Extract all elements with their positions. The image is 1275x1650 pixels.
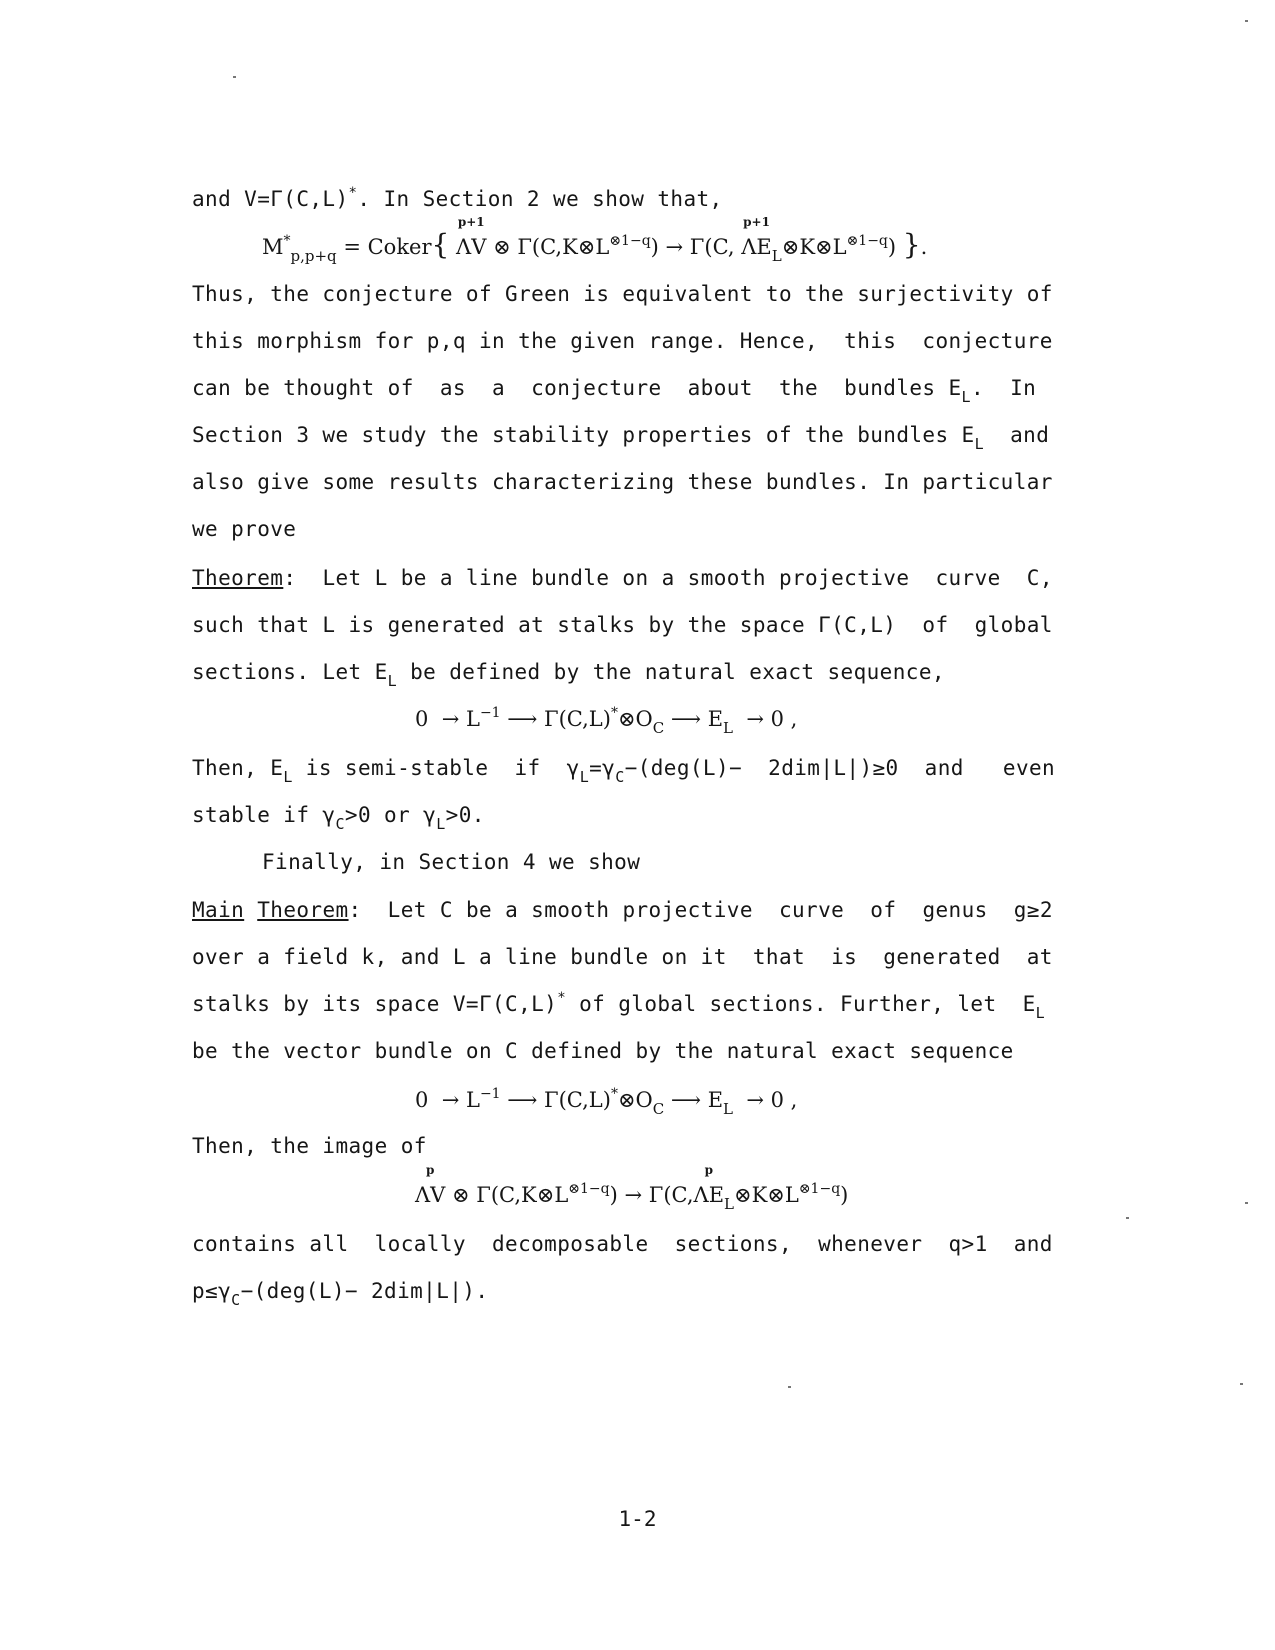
text-line: stalks by its space V=Γ(C,L)* of global sections. Further, let $E_L$: [192, 990, 1046, 1022]
text-line: Section 3 we study the stability properties of the bundles $E_L$ and: [192, 423, 1050, 453]
main-theorem-statement: Main Theorem: Let C be a smooth projective curve of genus g≥2: [192, 898, 1053, 922]
text-line: can be thought of as a conjecture about the bundles $E_L$. In: [192, 376, 1037, 406]
exterior-power-e: p ΛE: [693, 1163, 725, 1207]
main-theorem-label: Main: [192, 898, 245, 922]
theorem-statement: Theorem: Let L be a line bundle on a smooth projective curve C,: [192, 566, 1053, 590]
intro-line: and V=Γ(C,L)*. In Section 2 we show that,: [192, 185, 723, 211]
text-line: $p\le\gamma_C-(deg(L)- 2dim|L|)$.: [192, 1279, 489, 1309]
text-line: this morphism for p,q in the given range. Hence, this conjecture: [192, 329, 1053, 353]
scan-speck: [1240, 1383, 1243, 1385]
text-line: be the vector bundle on C defined by the natural exact sequence: [192, 1039, 1014, 1063]
text-line: stable if $\gamma_C>0$ or $\gamma_L>0$.: [192, 803, 485, 833]
text-line: also give some results characterizing these bundles. In particular: [192, 470, 1053, 494]
text-line: such that L is generated at stalks by the space Γ(C,L) of global: [192, 613, 1053, 637]
scan-speck: [1245, 1202, 1248, 1204]
exact-sequence: $0 \to L^{-1}$ ⟶ $\Gamma(C,L)^*\otimes O_C$ ⟶ $E_L \to 0$ ,: [415, 1086, 798, 1118]
image-morphism: p ΛV ⊗ $\Gamma(C,K\otimes L^{\otimes 1-q}) \to \Gamma(C$, p $\Lambda E_L\otimes K\otimes L^{\otimes 1-q}$): [415, 1163, 849, 1213]
text-line: Thus, the conjecture of Green is equivalent to the surjectivity of: [192, 282, 1053, 306]
exterior-power-e: p+1 ΛE: [741, 215, 772, 259]
exterior-power-v: p+1 ΛV: [456, 215, 487, 259]
theorem-label: Theorem: [192, 566, 284, 590]
text-line: sections. Let $E_L$ be defined by the natural exact sequence,: [192, 660, 945, 690]
text-line: Then, $E_L$ is semi-stable if $\gamma_L=\gamma_C-(deg(L)- 2dim|L|)\ge 0$ and even: [192, 756, 1056, 786]
coker-equation: $M^*_{p,p+q}$ = Coker{ p+1 ΛV ⊗ $\Gamma(C,K\otimes L^{\otimes 1-q}) \to \Gamma(C$, p+1 $\Lambda E_L\otimes K\otimes L^{\otimes 1-q}$) }.: [262, 215, 928, 265]
text-line: we prove: [192, 517, 297, 541]
text-line: over a field k, and L a line bundle on it that is generated at: [192, 945, 1053, 969]
scan-speck: [1126, 1217, 1129, 1219]
text-line: Then, the image of: [192, 1134, 427, 1158]
scan-speck: [233, 76, 236, 78]
text-line: contains all locally decomposable sections, whenever q>1 and: [192, 1232, 1053, 1256]
exterior-power-v: p ΛV: [415, 1163, 446, 1207]
scan-speck: [788, 1386, 791, 1388]
text-line: Finally, in Section 4 we show: [262, 850, 641, 874]
scan-speck: [1245, 20, 1248, 22]
exact-sequence: $0 \to L^{-1}$ ⟶ $\Gamma(C,L)^*\otimes O_C$ ⟶ $E_L \to 0$ ,: [415, 705, 798, 737]
page-number: 1-2: [618, 1507, 657, 1531]
